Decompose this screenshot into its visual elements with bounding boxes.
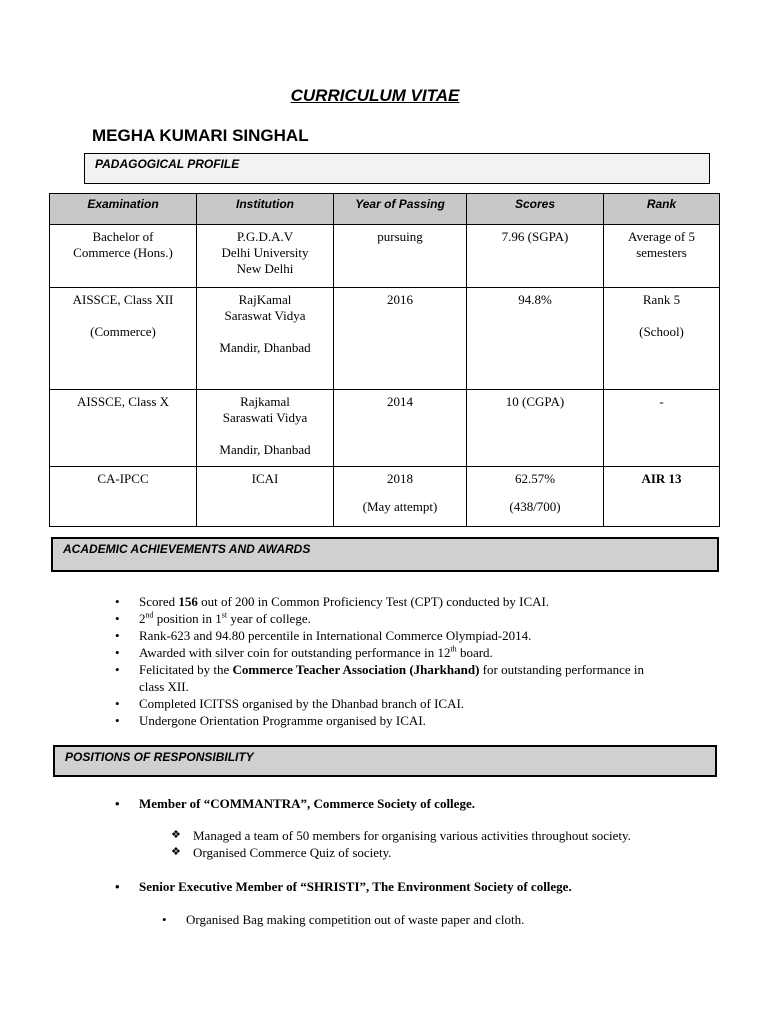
cell-rank: Rank 5 (School) [604, 288, 720, 390]
cell-score: 62.57% (438/700) [467, 467, 604, 527]
cell-exam: CA-IPCC [50, 467, 197, 527]
cell-institution: ICAI [197, 467, 334, 527]
cell-year: 2018 (May attempt) [334, 467, 467, 527]
list-item: • Felicitated by the Commerce Teacher Association (Jharkhand) for outstanding performance in class XII. [139, 661, 659, 695]
list-item: ❖ Organised Commerce Quiz of society. [193, 844, 631, 861]
list-item: • 2nd position in 1st year of college. [139, 610, 659, 627]
cell-institution: RajKamal Saraswat Vidya Mandir, Dhanbad [197, 288, 334, 390]
table-row [50, 390, 720, 467]
table-row [50, 225, 720, 288]
cell-institution: P.G.D.A.V Delhi University New Delhi [197, 225, 334, 288]
list-item: ❖ Managed a team of 50 members for organising various activities throughout society. [193, 827, 631, 844]
list-item: • Scored 156 out of 200 in Common Proficiency Test (CPT) conducted by ICAI. [139, 593, 659, 610]
document-title: CURRICULUM VITAE [290, 86, 460, 105]
cell-exam: Bachelor of Commerce (Hons.) [50, 225, 197, 288]
shristi-points [186, 911, 706, 928]
section-heading-profile: PADAGOGICAL PROFILE [84, 153, 710, 184]
candidate-name: MEGHA KUMARI SINGHAL [92, 126, 309, 145]
positions-list-shristi [139, 878, 699, 895]
cell-exam: AISSCE, Class XII (Commerce) [50, 288, 197, 390]
commantra-points [193, 827, 631, 861]
table-row [50, 467, 720, 527]
column-header-institution: Institution [197, 194, 334, 225]
column-header-examination: Examination [50, 194, 197, 225]
list-item: • Senior Executive Member of “SHRISTI”, The Environment Society of college. [139, 878, 699, 895]
education-table [49, 193, 720, 527]
list-item: • Member of “COMMANTRA”, Commerce Society of college. [139, 795, 699, 812]
cell-score: 10 (CGPA) [467, 390, 604, 467]
cell-exam: AISSCE, Class X [50, 390, 197, 467]
cell-rank: - [604, 390, 720, 467]
list-item: • Completed ICITSS organised by the Dhanbad branch of ICAI. [139, 695, 659, 712]
cell-rank: AIR 13 [604, 467, 720, 527]
cell-year: pursuing [334, 225, 467, 288]
list-item: • Awarded with silver coin for outstanding performance in 12th board. [139, 644, 659, 661]
list-item: • Rank-623 and 94.80 percentile in International Commerce Olympiad-2014. [139, 627, 659, 644]
cell-year: 2016 [334, 288, 467, 390]
list-item: • Undergone Orientation Programme organised by ICAI. [139, 712, 659, 729]
list-item: • Organised Bag making competition out of waste paper and cloth. [186, 911, 706, 928]
cell-year: 2014 [334, 390, 467, 467]
section-heading-achievements: ACADEMIC ACHIEVEMENTS AND AWARDS [51, 537, 719, 572]
column-header-scores: Scores [467, 194, 604, 225]
section-heading-positions: POSITIONS OF RESPONSIBILITY [53, 745, 717, 777]
cell-score: 7.96 (SGPA) [467, 225, 604, 288]
cell-institution: Rajkamal Saraswati Vidya Mandir, Dhanbad [197, 390, 334, 467]
column-header-year: Year of Passing [334, 194, 467, 225]
achievements-list [139, 593, 659, 729]
cell-score: 94.8% [467, 288, 604, 390]
column-header-rank: Rank [604, 194, 720, 225]
table-header-row [50, 194, 720, 225]
cell-rank: Average of 5 semesters [604, 225, 720, 288]
table-row [50, 288, 720, 390]
positions-list-commantra [139, 795, 699, 812]
